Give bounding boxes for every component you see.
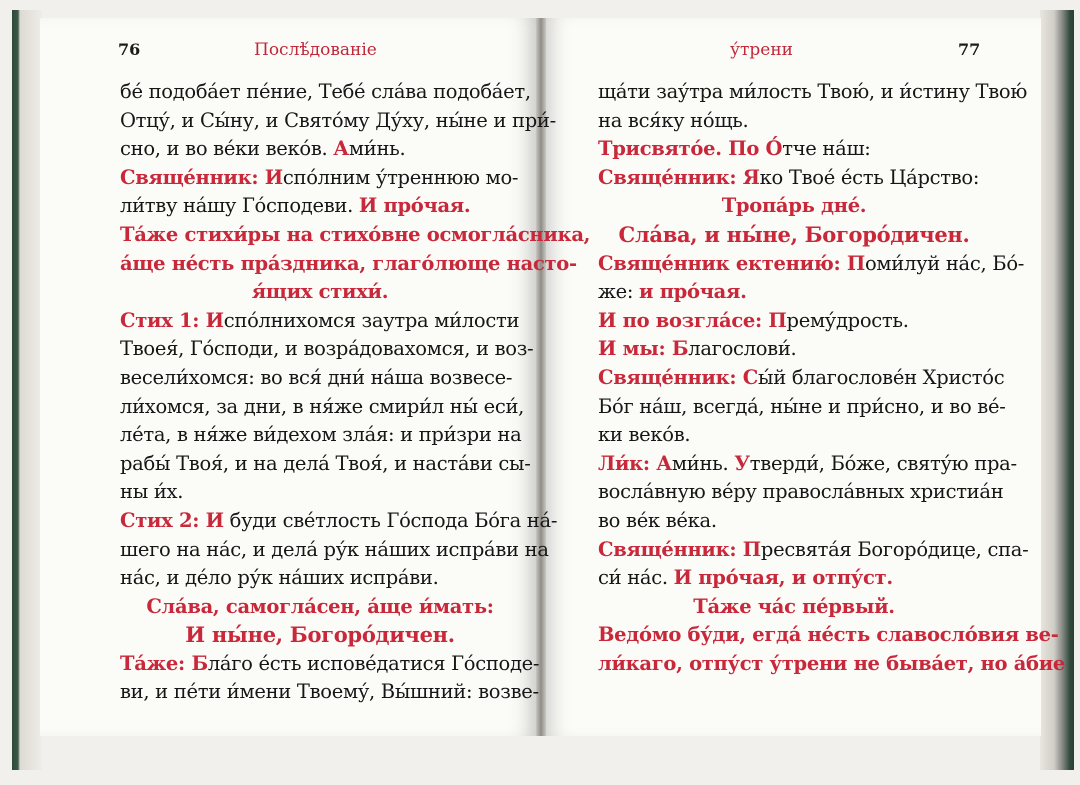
body-text: во ве́к ве́ка. bbox=[598, 508, 717, 532]
rubric-text: П bbox=[768, 308, 787, 332]
rubric-text: Свяще́нник: bbox=[120, 165, 265, 189]
text-line bbox=[598, 307, 990, 336]
body-text: ны и́х. bbox=[120, 480, 184, 504]
text-line bbox=[598, 192, 990, 221]
text-line bbox=[120, 164, 520, 193]
right-running-head: у́трени bbox=[730, 40, 794, 60]
rubric-text: У bbox=[734, 451, 750, 475]
text-line bbox=[120, 278, 520, 307]
body-text: ви, и пе́ти и́мени Твоему́, Вы́шний: возве- bbox=[120, 680, 539, 704]
rubric-text: С bbox=[742, 365, 758, 389]
body-text: ле́та, в ня́же ви́дехом зла́я: и при́зри на bbox=[120, 423, 522, 447]
text-line bbox=[598, 135, 990, 164]
body-text: восла́вную ве́ру правосла́вных христиа́н bbox=[598, 480, 1004, 504]
text-line bbox=[120, 621, 520, 650]
rubric-text: Трисвято́е. По О́ bbox=[598, 137, 783, 161]
text-line bbox=[120, 593, 520, 622]
rubric-text: Б bbox=[671, 337, 689, 361]
text-line bbox=[120, 78, 531, 107]
left-page-text bbox=[120, 78, 591, 707]
text-line bbox=[598, 335, 990, 364]
text-line bbox=[598, 164, 990, 193]
text-line bbox=[120, 192, 520, 221]
text-line bbox=[120, 507, 558, 536]
text-line bbox=[598, 536, 1029, 565]
rubric-text: Свяще́нник ектению́: bbox=[598, 251, 847, 275]
body-text: ми́нь. bbox=[671, 451, 735, 475]
rubric-text: И ны́не, Богоро́дичен. bbox=[185, 622, 455, 648]
text-line bbox=[598, 621, 1059, 650]
left-cover-edge bbox=[12, 10, 42, 770]
text-line bbox=[598, 393, 1006, 422]
body-text: весели́хомся: во вся́ дни́ на́ша возвесе- bbox=[120, 365, 513, 389]
body-text: лагослови́. bbox=[688, 337, 797, 361]
text-line bbox=[120, 364, 520, 393]
rubric-text: И bbox=[205, 508, 224, 532]
body-text: ресвята́я Богоро́дице, спа- bbox=[760, 537, 1029, 561]
body-text: бе́ подоба́ет пе́ние, Тебе́ сла́ва подоба́ет, bbox=[120, 80, 531, 103]
text-line bbox=[120, 135, 520, 164]
text-line bbox=[120, 564, 520, 593]
text-line bbox=[120, 335, 534, 364]
text-line bbox=[598, 650, 1066, 679]
text-line bbox=[598, 221, 990, 250]
rubric-text: П bbox=[742, 537, 761, 561]
body-text: на вся́ку но́щь. bbox=[598, 108, 749, 132]
text-line bbox=[598, 250, 1025, 279]
rubric-text: Свяще́нник: bbox=[598, 165, 743, 189]
rubric-text: и про́чая. bbox=[639, 280, 747, 304]
body-text: тче на́ш: bbox=[782, 137, 871, 161]
body-text: ла́го е́сть испове́датися Го́споде- bbox=[207, 651, 540, 675]
text-line bbox=[598, 450, 1017, 479]
rubric-text: Свяще́нник: bbox=[598, 537, 743, 561]
text-line bbox=[598, 507, 990, 536]
body-text: спо́лним у́треннюю мо- bbox=[282, 165, 519, 189]
body-text: ща́ти зау́тра ми́лость Твою́, и и́стину Твою́ bbox=[598, 80, 1028, 103]
rubric-text: Ведо́мо бу́ди, егда́ не́сть славосло́вия ве- bbox=[598, 623, 1059, 647]
text-line bbox=[598, 421, 990, 450]
body-text: ы́й благослове́н Христо́с bbox=[758, 365, 1005, 389]
body-text: ли́тву на́шу Го́сподеви. bbox=[120, 194, 359, 218]
rubric-text: И по возгла́се: bbox=[598, 308, 769, 332]
text-line bbox=[598, 478, 1004, 507]
left-page-header bbox=[118, 40, 538, 64]
body-text: оми́луй на́с, Бо́- bbox=[864, 251, 1025, 275]
body-text: ми́нь. bbox=[348, 137, 406, 161]
rubric-text: Та́же: bbox=[120, 651, 192, 675]
rubric-text: Я bbox=[742, 165, 760, 189]
text-line bbox=[120, 678, 539, 707]
rubric-text: Стих 2: bbox=[120, 508, 206, 532]
rubric-text: я́щих стихи́. bbox=[251, 280, 389, 304]
text-line bbox=[598, 593, 990, 622]
rubric-text: ли́каго, отпу́ст у́трени не быва́ет, но а́бие bbox=[598, 651, 1066, 675]
text-line bbox=[598, 364, 1005, 393]
rubric-text: И мы: bbox=[598, 337, 672, 361]
right-page-header bbox=[560, 40, 990, 64]
rubric-text: Б bbox=[191, 651, 208, 675]
rubric-text: И про́чая. bbox=[358, 194, 471, 218]
left-running-head: Послѣ́дованіе bbox=[254, 40, 377, 60]
right-page-number: 77 bbox=[958, 40, 981, 59]
rubric-text: Тропа́рь дне́. bbox=[721, 194, 867, 218]
rubric-text: И bbox=[205, 308, 224, 332]
text-line bbox=[120, 393, 525, 422]
rubric-text: Свяще́нник: bbox=[598, 365, 743, 389]
rubric-text: П bbox=[846, 251, 865, 275]
rubric-text: А bbox=[656, 451, 672, 475]
text-line bbox=[598, 78, 1028, 107]
body-text: си́ на́с. bbox=[598, 566, 674, 590]
body-text: на́с, и де́ло ру́к на́ших испра́ви. bbox=[120, 566, 439, 590]
rubric-text: Та́же ча́с пе́рвый. bbox=[693, 594, 895, 618]
body-text: Бо́г на́ш, всегда́, ны́не и при́сно, и во ве́- bbox=[598, 394, 1006, 418]
rubric-text: Сла́ва, и ны́не, Богоро́дичен. bbox=[618, 221, 970, 247]
body-text: рему́дрость. bbox=[786, 308, 909, 332]
text-line bbox=[120, 450, 531, 479]
text-line bbox=[120, 307, 520, 336]
rubric-text: И про́чая, и отпу́ст. bbox=[673, 566, 893, 590]
text-line bbox=[598, 564, 990, 593]
text-line bbox=[120, 107, 556, 136]
text-line bbox=[120, 478, 520, 507]
text-line bbox=[598, 107, 990, 136]
body-text: спо́лнихомся заутра ми́лости bbox=[223, 308, 520, 332]
rubric-text: Стих 1: bbox=[120, 308, 206, 332]
body-text: буди све́тлость Го́спода Бо́га на́- bbox=[223, 508, 558, 532]
body-text: Отцу́, и Сы́ну, и Свято́му Ду́ху, ны́не и при́- bbox=[120, 108, 556, 132]
rubric-text: а́ще не́сть пра́здника, глаго́лющe насто- bbox=[120, 251, 577, 275]
body-text: ки веко́в. bbox=[598, 423, 691, 447]
rubric-text: Ли́к: bbox=[598, 451, 657, 475]
body-text: же: bbox=[598, 280, 640, 304]
text-line bbox=[120, 536, 549, 565]
left-page-number: 76 bbox=[118, 40, 141, 59]
body-text: сно, и во ве́ки веко́в. bbox=[120, 137, 334, 161]
rubric-text: Сла́ва, самогла́сен, а́ще и́мать: bbox=[146, 594, 494, 618]
text-line bbox=[120, 421, 520, 450]
right-page-text bbox=[598, 78, 1066, 678]
body-text: Твоея́, Го́споди, и возра́довахомся, и воз- bbox=[120, 337, 534, 361]
body-text: тверди́, Бо́же, святу́ю пра- bbox=[749, 451, 1017, 475]
body-text: рабы́ Твоя́, и на дела́ Твоя́, и наста́ви сы- bbox=[120, 451, 531, 475]
body-text: ко Твое́ е́сть Ца́рство: bbox=[759, 165, 980, 189]
body-text: ли́хомся, за дни, в ня́же смири́л ны́ еси́, bbox=[120, 394, 525, 418]
text-line bbox=[120, 250, 577, 279]
body-text: шего на на́с, и дела́ ру́к на́ших испра́ви на bbox=[120, 537, 549, 561]
rubric-text: И bbox=[264, 165, 283, 189]
rubric-text: Та́же стихи́ры на стихо́вне осмогла́сника, bbox=[120, 222, 591, 246]
rubric-text: А bbox=[333, 137, 349, 161]
text-line bbox=[598, 278, 990, 307]
text-line bbox=[120, 650, 540, 679]
text-line bbox=[120, 221, 591, 250]
